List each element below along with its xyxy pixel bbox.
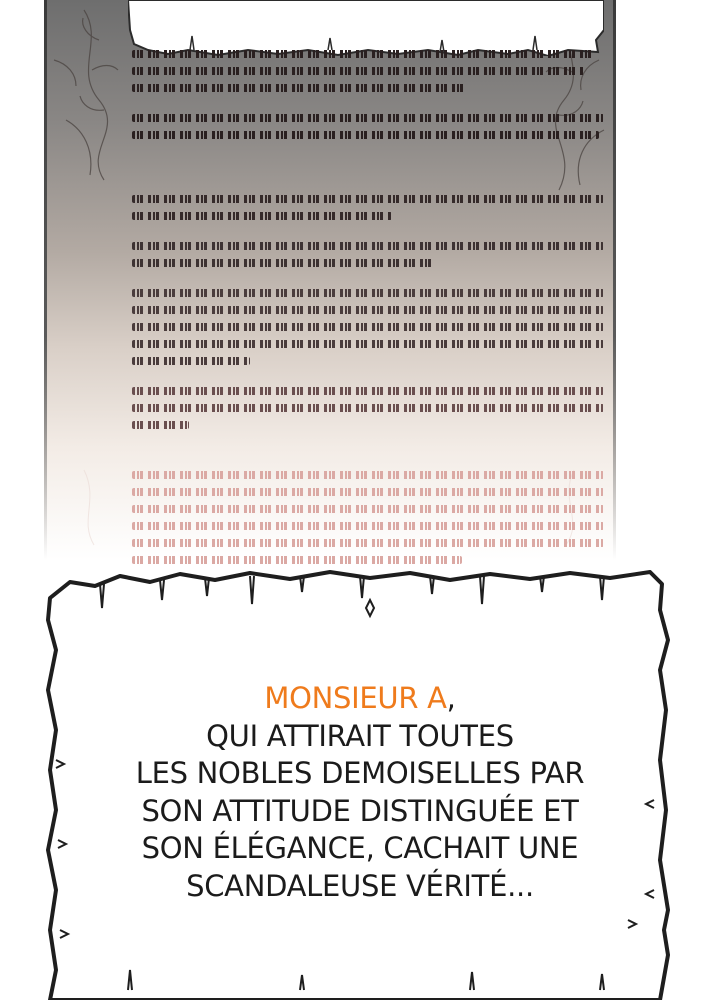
caption-line: SCANDALEUSE VÉRITÉ... [186, 868, 534, 903]
caption-line-speaker [100, 680, 620, 718]
scroll-edge-left [44, 0, 47, 560]
caption-line: LES NOBLES DEMOISELLES PAR [135, 756, 585, 790]
caption-line: SON ÉLÉGANCE, CACHAIT UNE [141, 831, 579, 865]
speaker-suffix: , [446, 681, 456, 715]
scroll-edge-right [613, 0, 616, 560]
speaker-name: MONSIEUR A [264, 681, 447, 715]
unreadable-script [132, 50, 604, 616]
caption-line: QUI ATTIRAIT TOUTES [206, 718, 514, 753]
narration-caption [100, 680, 620, 905]
caption-line: SON ATTITUDE DISTINGUÉE ET [141, 793, 579, 828]
torn-paper-top [128, 0, 604, 56]
